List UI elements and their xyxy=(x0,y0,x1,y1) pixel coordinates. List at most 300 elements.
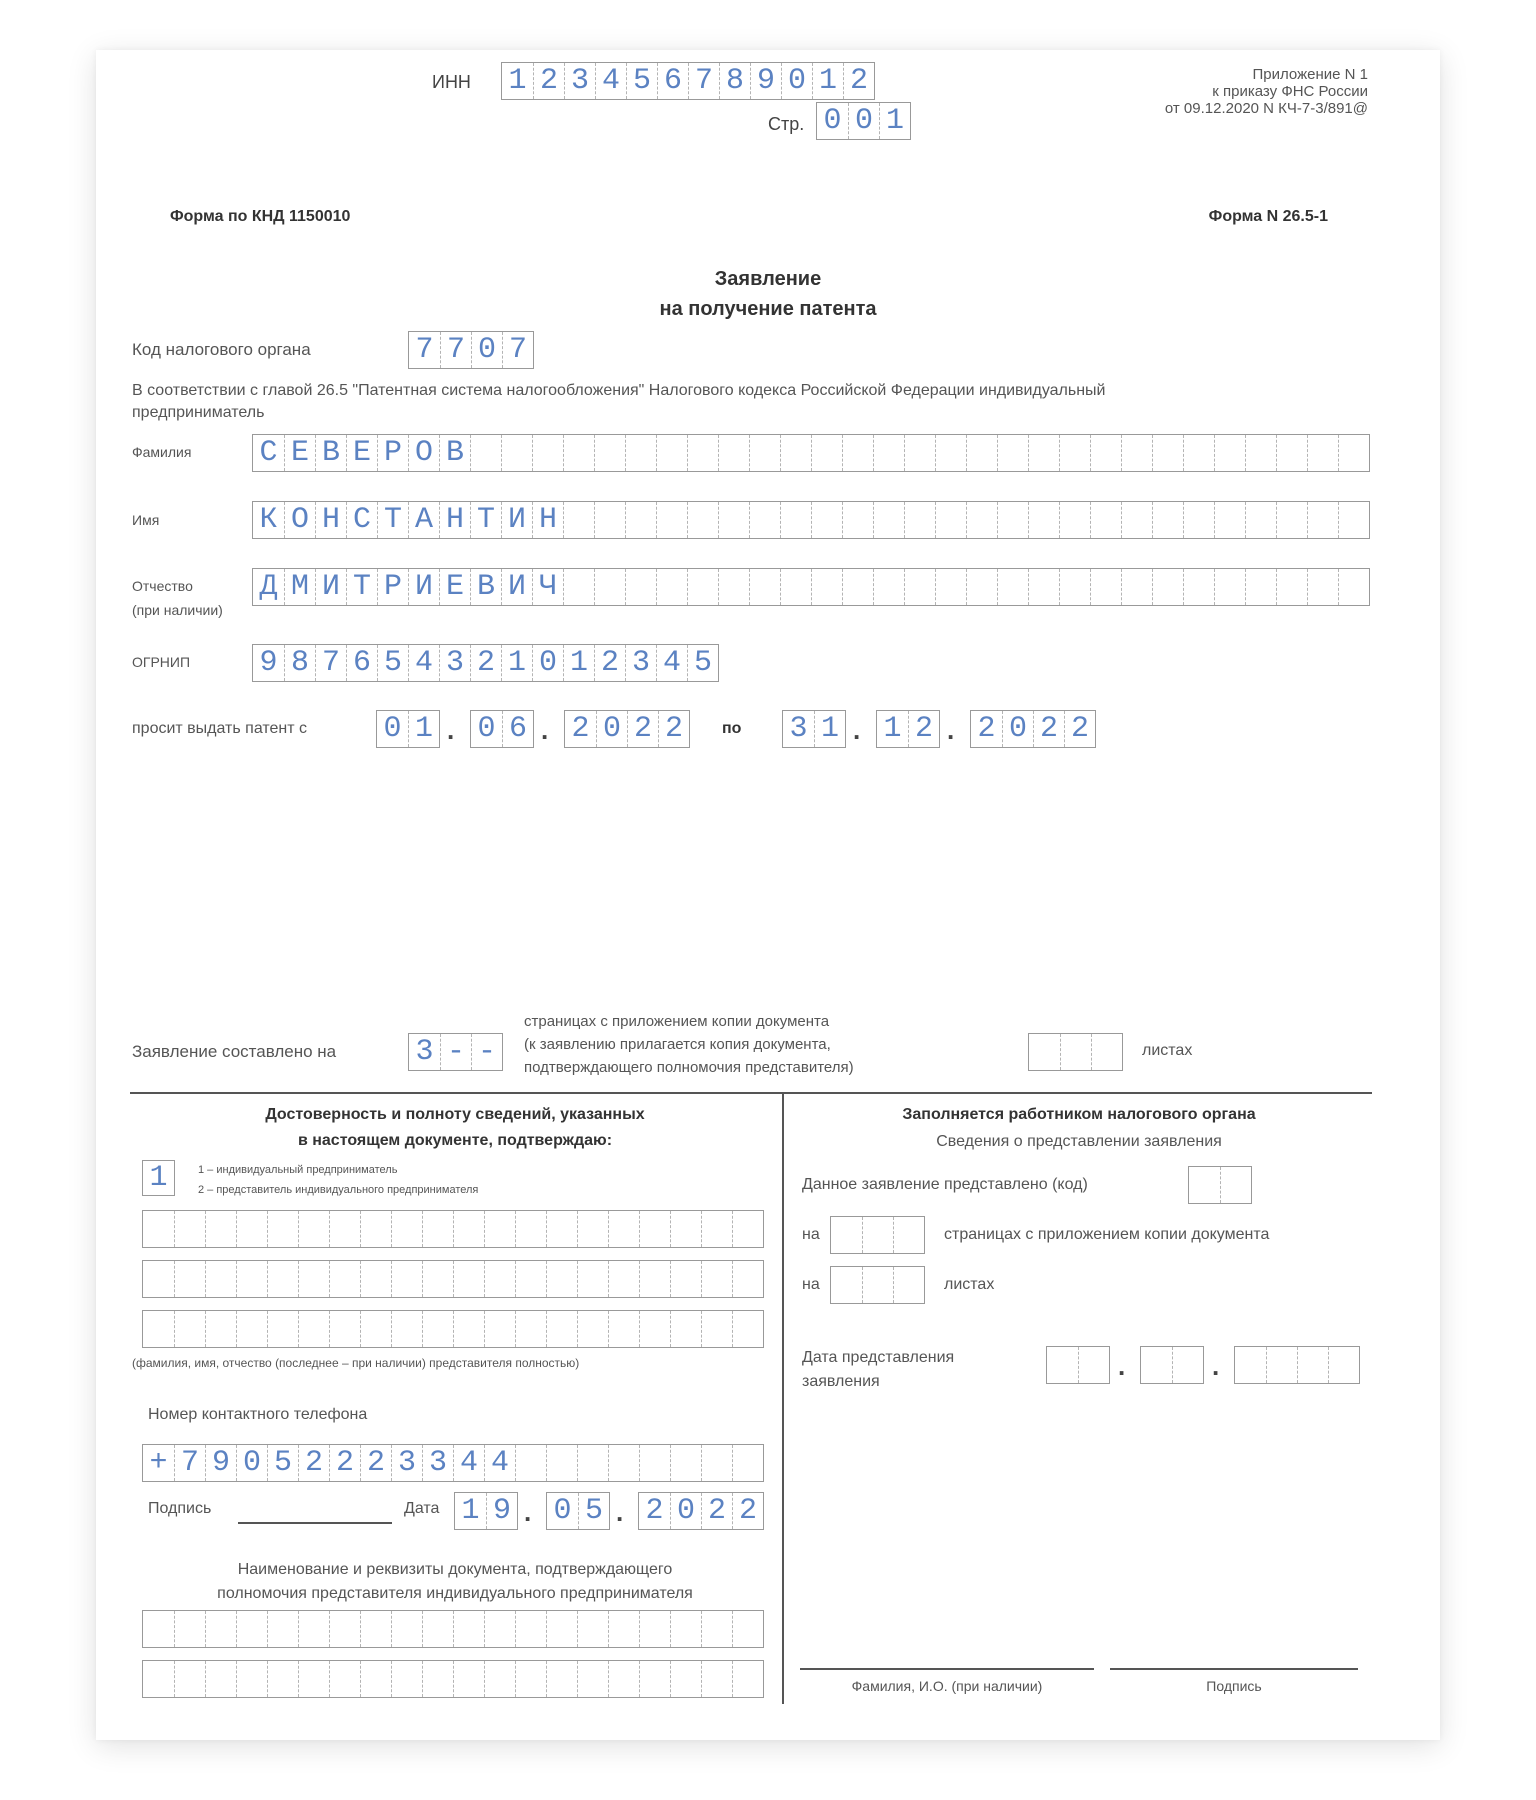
char-cell: 2 xyxy=(329,1445,360,1481)
char-cell: В xyxy=(315,435,346,471)
char-cell xyxy=(329,1311,360,1347)
char-cell xyxy=(687,502,718,538)
char-cell xyxy=(391,1661,422,1697)
char-cell: 4 xyxy=(453,1445,484,1481)
char-cell: 0 xyxy=(1002,711,1033,747)
date-separator: . xyxy=(1118,1351,1126,1381)
char-cell: 0 xyxy=(781,63,812,99)
char-cell xyxy=(422,1211,453,1247)
char-cell: Р xyxy=(377,435,408,471)
representative-fio-row-1[interactable] xyxy=(142,1210,764,1248)
char-cell xyxy=(298,1311,329,1347)
char-cell xyxy=(1220,1167,1251,1203)
date-separator: . xyxy=(947,715,955,745)
char-cell xyxy=(563,569,594,605)
char-cell xyxy=(1152,435,1183,471)
char-cell xyxy=(831,1267,862,1303)
char-cell xyxy=(329,1211,360,1247)
char-cell xyxy=(1059,502,1090,538)
representative-fio-row-2[interactable] xyxy=(142,1260,764,1298)
char-cell xyxy=(267,1611,298,1647)
char-cell xyxy=(174,1661,205,1697)
char-cell xyxy=(966,569,997,605)
page-label: Стр. xyxy=(768,114,805,134)
char-cell xyxy=(329,1661,360,1697)
char-cell: К xyxy=(259,503,278,537)
left-heading-line: Достоверность и полноту сведений, указанных xyxy=(265,1106,645,1123)
char-cell xyxy=(174,1261,205,1297)
char-cell xyxy=(811,569,842,605)
period-label: просит выдать патент с xyxy=(132,720,308,737)
char-cell: 3 xyxy=(789,712,808,746)
char-cell: Д xyxy=(259,570,278,604)
signer-options xyxy=(198,1160,478,1200)
char-cell xyxy=(831,1217,862,1253)
char-cell: С xyxy=(346,502,377,538)
signer-option: 1 – индивидуальный предприниматель xyxy=(198,1164,398,1176)
char-cell: - xyxy=(471,1034,502,1070)
char-cell: 2 xyxy=(470,645,501,681)
char-cell xyxy=(780,435,811,471)
char-cell: 2 xyxy=(908,711,939,747)
char-cell: 5 xyxy=(626,63,657,99)
period-from-day[interactable] xyxy=(376,710,440,748)
char-cell xyxy=(1152,502,1183,538)
char-cell: И xyxy=(501,502,532,538)
char-cell xyxy=(780,569,811,605)
char-cell xyxy=(205,1611,236,1647)
char-cell xyxy=(670,1611,701,1647)
char-cell xyxy=(1307,435,1338,471)
char-cell xyxy=(360,1661,391,1697)
char-cell: 3 xyxy=(625,645,656,681)
char-cell xyxy=(1029,1034,1060,1070)
char-cell xyxy=(935,502,966,538)
document-title xyxy=(96,264,1440,324)
appendix-line: к приказу ФНС России xyxy=(1212,83,1368,100)
char-cell: Т xyxy=(470,502,501,538)
char-cell: 6 xyxy=(657,63,688,99)
char-cell xyxy=(608,1611,639,1647)
form-number: Форма N 26.5-1 xyxy=(1208,208,1328,225)
char-cell xyxy=(904,435,935,471)
char-cell: 2 xyxy=(658,711,689,747)
char-cell: - xyxy=(440,1034,471,1070)
period-to-month[interactable] xyxy=(876,710,940,748)
authority-doc-row-1[interactable] xyxy=(142,1610,764,1648)
char-cell xyxy=(577,1311,608,1347)
char-cell xyxy=(577,1661,608,1697)
period-from-year[interactable] xyxy=(564,710,690,748)
date-separator: . xyxy=(524,1497,532,1527)
char-cell xyxy=(594,502,625,538)
char-cell xyxy=(205,1311,236,1347)
surname-cells[interactable] xyxy=(252,434,1370,472)
char-cell xyxy=(935,435,966,471)
submission-date-label xyxy=(802,1346,954,1394)
char-cell xyxy=(205,1261,236,1297)
char-cell xyxy=(639,1261,670,1297)
char-cell xyxy=(267,1311,298,1347)
char-cell xyxy=(625,569,656,605)
char-cell: 6 xyxy=(346,645,377,681)
char-cell: Ч xyxy=(532,569,563,605)
char-cell xyxy=(1028,435,1059,471)
char-cell xyxy=(298,1661,329,1697)
inn-label: ИНН xyxy=(432,72,471,92)
on-label: на xyxy=(802,1276,820,1293)
submission-date-month[interactable] xyxy=(1140,1346,1204,1384)
char-cell xyxy=(1172,1347,1203,1383)
char-cell xyxy=(484,1211,515,1247)
char-cell: 0 xyxy=(236,1445,267,1481)
char-cell xyxy=(1307,502,1338,538)
char-cell: 1 xyxy=(879,103,910,139)
char-cell xyxy=(935,569,966,605)
char-cell xyxy=(1078,1347,1109,1383)
submission-code-cells[interactable] xyxy=(1188,1166,1252,1204)
pages-note xyxy=(524,1010,854,1079)
officer-signature-line[interactable] xyxy=(1110,1668,1358,1670)
page-cells[interactable] xyxy=(816,102,911,140)
char-cell xyxy=(515,1311,546,1347)
submission-date-line: заявления xyxy=(802,1373,880,1390)
char-cell xyxy=(1214,569,1245,605)
char-cell xyxy=(546,1211,577,1247)
char-cell xyxy=(453,1261,484,1297)
char-cell xyxy=(1028,569,1059,605)
char-cell xyxy=(1059,569,1090,605)
char-cell xyxy=(360,1211,391,1247)
inn-cells[interactable] xyxy=(501,62,875,100)
char-cell: 7 xyxy=(415,333,434,367)
char-cell xyxy=(701,1661,732,1697)
char-cell xyxy=(639,1445,670,1481)
char-cell xyxy=(656,502,687,538)
char-cell xyxy=(360,1261,391,1297)
char-cell xyxy=(1328,1347,1359,1383)
date-label: Дата xyxy=(404,1500,440,1517)
char-cell xyxy=(1245,569,1276,605)
sheets-cells[interactable] xyxy=(1028,1033,1123,1071)
char-cell xyxy=(577,1261,608,1297)
left-heading-line: в настоящем документе, подтверждаю: xyxy=(297,1132,613,1149)
char-cell xyxy=(670,1261,701,1297)
char-cell xyxy=(298,1611,329,1647)
char-cell xyxy=(174,1611,205,1647)
pages-label: Заявление составлено на xyxy=(132,1042,337,1061)
char-cell: В xyxy=(470,569,501,605)
char-cell xyxy=(639,1211,670,1247)
char-cell: 9 xyxy=(259,646,278,680)
char-cell: 7 xyxy=(440,332,471,368)
phone-cells[interactable] xyxy=(142,1444,764,1482)
char-cell: 0 xyxy=(471,332,502,368)
char-cell xyxy=(1235,1347,1266,1383)
char-cell: 1 xyxy=(812,63,843,99)
char-cell xyxy=(1245,502,1276,538)
surname-label: Фамилия xyxy=(132,444,192,460)
char-cell xyxy=(577,1211,608,1247)
char-cell: 1 xyxy=(501,645,532,681)
char-cell: 2 xyxy=(571,712,590,746)
officer-name-line[interactable] xyxy=(800,1668,1094,1670)
char-cell xyxy=(1060,1034,1091,1070)
pages-cells[interactable] xyxy=(408,1033,503,1071)
char-cell xyxy=(267,1211,298,1247)
char-cell: 2 xyxy=(533,63,564,99)
patronymic-label: Отчество xyxy=(132,578,193,594)
char-cell: 9 xyxy=(750,63,781,99)
char-cell xyxy=(205,1211,236,1247)
doc-heading-line: Наименование и реквизиты документа, подтверждающего xyxy=(237,1561,673,1578)
char-cell xyxy=(732,1611,763,1647)
char-cell xyxy=(625,435,656,471)
char-cell: 1 xyxy=(508,64,527,98)
char-cell xyxy=(904,502,935,538)
char-cell xyxy=(1338,569,1369,605)
char-cell xyxy=(608,1445,639,1481)
char-cell xyxy=(687,435,718,471)
appendix-block xyxy=(1165,66,1368,117)
char-cell xyxy=(842,502,873,538)
char-cell xyxy=(732,1311,763,1347)
column-divider xyxy=(782,1092,784,1704)
char-cell: 4 xyxy=(408,645,439,681)
char-cell xyxy=(873,435,904,471)
char-cell xyxy=(1276,435,1307,471)
received-pages-cells[interactable] xyxy=(830,1216,925,1254)
char-cell xyxy=(780,502,811,538)
char-cell xyxy=(1091,1034,1122,1070)
char-cell xyxy=(904,569,935,605)
char-cell xyxy=(842,435,873,471)
submission-date-line: Дата представления xyxy=(802,1349,955,1366)
char-cell xyxy=(701,1211,732,1247)
char-cell: 4 xyxy=(656,645,687,681)
date-separator: . xyxy=(616,1497,624,1527)
char-cell xyxy=(143,1211,174,1247)
signer-code-cell[interactable] xyxy=(142,1160,175,1196)
char-cell xyxy=(546,1261,577,1297)
char-cell xyxy=(811,435,842,471)
char-cell xyxy=(298,1261,329,1297)
char-cell xyxy=(966,435,997,471)
char-cell xyxy=(594,569,625,605)
char-cell: 4 xyxy=(484,1445,515,1481)
char-cell xyxy=(515,1261,546,1297)
phone-label: Номер контактного телефона xyxy=(148,1406,368,1423)
char-cell xyxy=(546,1611,577,1647)
char-cell xyxy=(608,1211,639,1247)
char-cell: 0 xyxy=(596,711,627,747)
ogrnip-cells[interactable] xyxy=(252,644,719,682)
char-cell xyxy=(298,1211,329,1247)
form-knd: Форма по КНД 1150010 xyxy=(170,208,351,225)
char-cell xyxy=(174,1311,205,1347)
signature-line[interactable] xyxy=(238,1522,392,1524)
char-cell xyxy=(701,1311,732,1347)
char-cell xyxy=(749,569,780,605)
char-cell xyxy=(267,1261,298,1297)
char-cell xyxy=(267,1661,298,1697)
char-cell xyxy=(749,435,780,471)
char-cell: 3 xyxy=(391,1445,422,1481)
char-cell: 3 xyxy=(564,63,595,99)
char-cell: О xyxy=(284,502,315,538)
char-cell xyxy=(594,435,625,471)
char-cell xyxy=(862,1217,893,1253)
officer-signature-label: Подпись xyxy=(1206,1678,1262,1694)
char-cell xyxy=(1266,1347,1297,1383)
char-cell xyxy=(484,1311,515,1347)
appendix-line: от 09.12.2020 N КЧ-7-3/891@ xyxy=(1164,100,1368,117)
right-heading xyxy=(786,1102,1372,1156)
char-cell: 5 xyxy=(377,645,408,681)
char-cell xyxy=(1028,502,1059,538)
char-cell xyxy=(1152,569,1183,605)
char-cell xyxy=(391,1211,422,1247)
char-cell: Е xyxy=(346,435,377,471)
char-cell: 2 xyxy=(701,1493,732,1529)
char-cell: 7 xyxy=(688,63,719,99)
code-label: Данное заявление представлено (код) xyxy=(802,1176,1088,1193)
title-line: Заявление xyxy=(714,268,822,290)
char-cell xyxy=(422,1611,453,1647)
char-cell xyxy=(391,1311,422,1347)
char-cell xyxy=(997,502,1028,538)
period-from-month[interactable] xyxy=(470,710,534,748)
intro-text xyxy=(132,380,1105,424)
submission-date-day[interactable] xyxy=(1046,1346,1110,1384)
char-cell xyxy=(501,435,532,471)
sign-date-day[interactable] xyxy=(454,1492,518,1530)
char-cell xyxy=(360,1311,391,1347)
char-cell: Т xyxy=(377,502,408,538)
intro-line: В соответствии с главой 26.5 "Патентная система налогообложения" Налогового кодекса Российской Федерации индивидуальный xyxy=(132,382,1106,399)
char-cell xyxy=(236,1211,267,1247)
char-cell: 0 xyxy=(532,645,563,681)
char-cell: 2 xyxy=(732,1493,763,1529)
char-cell xyxy=(546,1661,577,1697)
tax-office-label: Код налогового органа xyxy=(132,340,311,359)
char-cell xyxy=(143,1611,174,1647)
char-cell xyxy=(811,502,842,538)
char-cell xyxy=(515,1611,546,1647)
char-cell: 2 xyxy=(1064,711,1095,747)
char-cell xyxy=(484,1661,515,1697)
char-cell xyxy=(236,1311,267,1347)
fio-note: (фамилия, имя, отчество (последнее – при наличии) представителя полностью) xyxy=(132,1356,580,1370)
char-cell xyxy=(205,1661,236,1697)
char-cell xyxy=(515,1661,546,1697)
name-cells[interactable] xyxy=(252,501,1370,539)
char-cell xyxy=(873,569,904,605)
char-cell: И xyxy=(501,569,532,605)
char-cell xyxy=(1090,569,1121,605)
char-cell xyxy=(470,435,501,471)
char-cell xyxy=(174,1211,205,1247)
title-line: на получение патента xyxy=(659,298,877,320)
left-heading xyxy=(130,1102,780,1154)
date-separator: . xyxy=(1212,1351,1220,1381)
tax-office-cells[interactable] xyxy=(408,331,534,369)
char-cell: 0 xyxy=(383,712,402,746)
char-cell xyxy=(1059,435,1090,471)
char-cell xyxy=(453,1211,484,1247)
received-pages-note: страницах с приложением копии документа xyxy=(944,1226,1270,1243)
submission-date-year[interactable] xyxy=(1234,1346,1360,1384)
char-cell xyxy=(391,1611,422,1647)
char-cell: 1 xyxy=(149,1161,168,1195)
period-to-year[interactable] xyxy=(970,710,1096,748)
char-cell xyxy=(862,1267,893,1303)
signature-label: Подпись xyxy=(148,1500,212,1517)
char-cell: 0 xyxy=(823,104,842,138)
char-cell xyxy=(670,1445,701,1481)
char-cell: 2 xyxy=(298,1445,329,1481)
patronymic-cells[interactable] xyxy=(252,568,1370,606)
char-cell xyxy=(1121,569,1152,605)
char-cell: 6 xyxy=(502,711,533,747)
ogrnip-label: ОГРНИП xyxy=(132,654,191,670)
char-cell: 5 xyxy=(267,1445,298,1481)
char-cell: И xyxy=(315,569,346,605)
char-cell xyxy=(656,435,687,471)
representative-fio-row-3[interactable] xyxy=(142,1310,764,1348)
char-cell: 2 xyxy=(594,645,625,681)
sign-date-month[interactable] xyxy=(546,1492,610,1530)
char-cell xyxy=(656,569,687,605)
char-cell xyxy=(360,1611,391,1647)
char-cell xyxy=(1183,502,1214,538)
right-heading-line: Заполняется работником налогового органа xyxy=(902,1106,1256,1123)
char-cell xyxy=(639,1611,670,1647)
form-sheet xyxy=(96,50,1440,1740)
char-cell xyxy=(701,1611,732,1647)
char-cell xyxy=(1141,1347,1172,1383)
date-separator: . xyxy=(541,715,549,745)
char-cell xyxy=(718,569,749,605)
char-cell: В xyxy=(439,435,470,471)
char-cell: 1 xyxy=(563,645,594,681)
char-cell xyxy=(1214,502,1245,538)
char-cell: 9 xyxy=(205,1445,236,1481)
char-cell: 2 xyxy=(360,1445,391,1481)
received-sheets-cells[interactable] xyxy=(830,1266,925,1304)
char-cell xyxy=(577,1445,608,1481)
char-cell xyxy=(1276,502,1307,538)
char-cell xyxy=(701,1261,732,1297)
char-cell: 7 xyxy=(315,645,346,681)
char-cell xyxy=(732,1211,763,1247)
period-to-day[interactable] xyxy=(782,710,846,748)
authority-doc-row-2[interactable] xyxy=(142,1660,764,1698)
char-cell xyxy=(687,569,718,605)
char-cell: + xyxy=(149,1446,168,1480)
char-cell xyxy=(563,502,594,538)
char-cell xyxy=(391,1261,422,1297)
date-separator: . xyxy=(853,715,861,745)
intro-line: предприниматель xyxy=(132,404,265,421)
char-cell xyxy=(670,1661,701,1697)
pages-note-line: подтверждающего полномочия представителя) xyxy=(524,1059,854,1076)
sign-date-year[interactable] xyxy=(638,1492,764,1530)
char-cell xyxy=(1183,435,1214,471)
char-cell xyxy=(515,1211,546,1247)
char-cell xyxy=(515,1445,546,1481)
char-cell xyxy=(873,502,904,538)
